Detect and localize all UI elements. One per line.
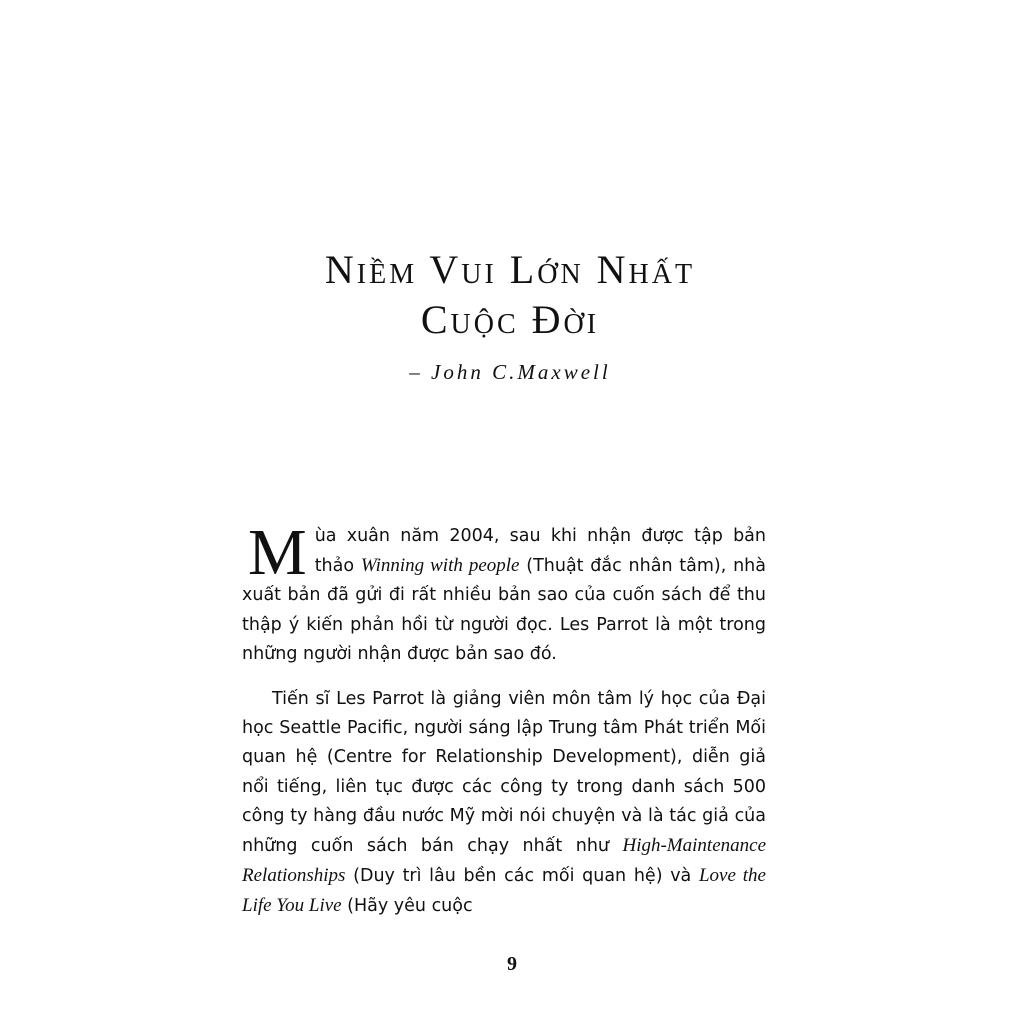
page-number: 9 (507, 953, 517, 975)
paragraph-1-text-2: (Thuật đắc nhân tâm), nhà xuất bản đã gửi đi rất nhiều bản sao của cuốn sách để thu thập ý kiến phản hồi từ người đọc. Les Parrot là một trong những người nhận được bản sao đó. (242, 556, 766, 664)
body-text (242, 516, 766, 922)
chapter-title-line-1: Niềm Vui Lớn Nhất (324, 247, 696, 292)
book-title-love-the-life: Love the Life You Live (242, 865, 766, 917)
paragraph-2-text-1: Tiến sĩ Les Parrot là giảng viên môn tâm lý học của Đại học Seattle Pacific, người sáng lập Trung tâm Phát triển Mối quan hệ (Centre for Relationship Development), diễn giả nổi tiếng, liên tục được các công ty trong danh sách 500 công ty hàng đầu nước Mỹ mời nói chuyện và là tác giả của những cuốn sách bán chạy nhất như (242, 689, 766, 857)
chapter-author: – John C.Maxwell (409, 360, 611, 384)
paragraph-1 (242, 516, 766, 669)
paragraph-2 (242, 685, 766, 922)
book-title-winning-with-people: Winning with people (360, 555, 520, 577)
paragraph-2-text-2: (Duy trì lâu bền các mối quan hệ) và (345, 866, 699, 887)
book-title-high-maintenance: High-Maintenance Relationships (242, 835, 766, 887)
drop-cap: M (248, 516, 307, 589)
paragraph-2-text-3: (Hãy yêu cuộc (341, 896, 473, 917)
paragraph-1-text-1: ùa xuân năm 2004, sau khi nhận được tập bản thảo (314, 526, 766, 577)
chapter-title-line-2: Cuộc Đời (420, 297, 600, 342)
